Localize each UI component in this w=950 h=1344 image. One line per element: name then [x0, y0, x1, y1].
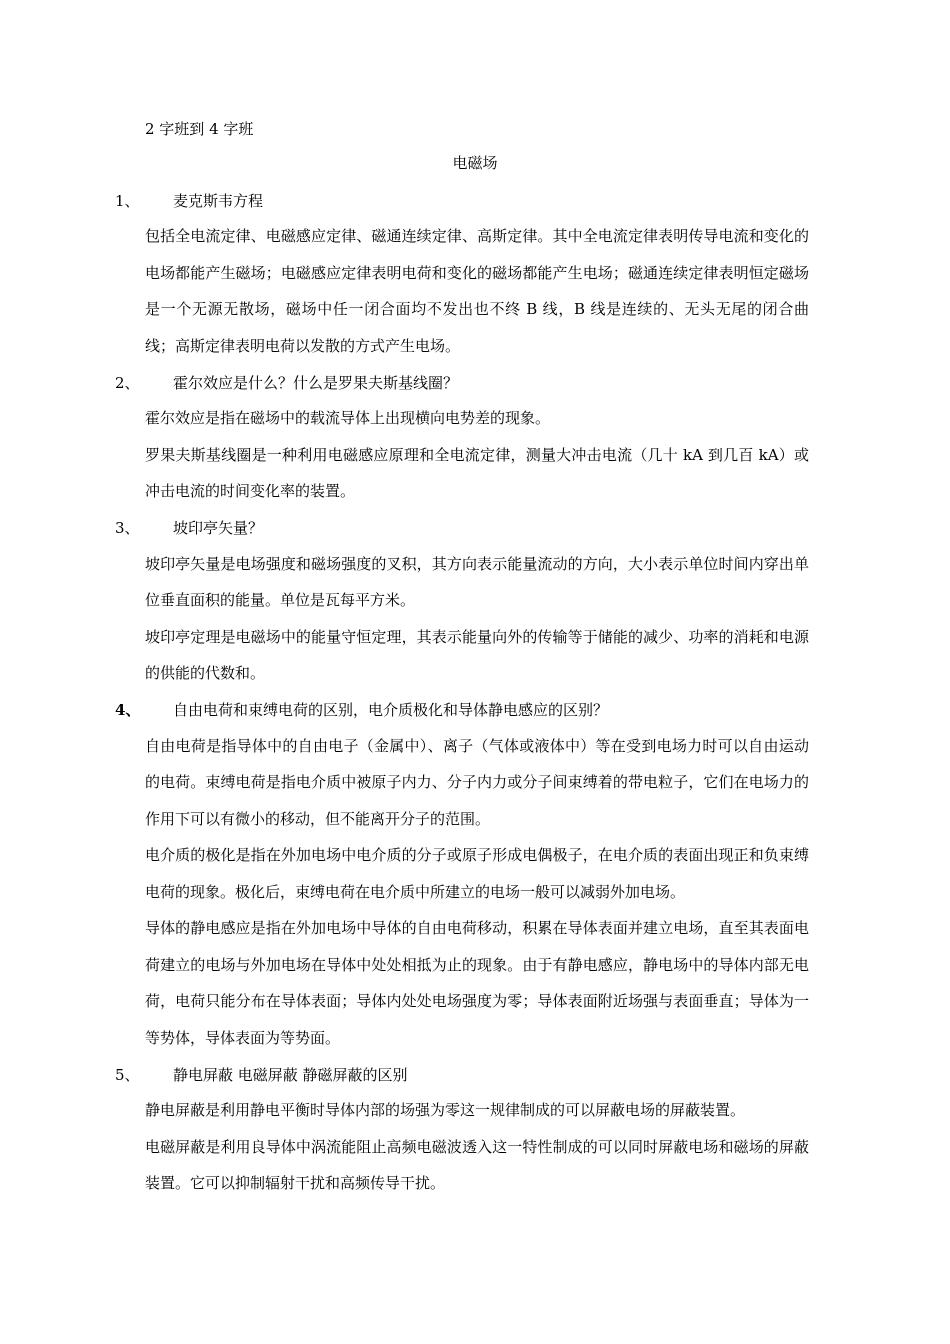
- question-row: [115, 364, 815, 400]
- question-row: [115, 692, 815, 728]
- question-row: [115, 182, 815, 218]
- question-text: 麦克斯韦方程: [173, 191, 264, 210]
- question-number: 5、: [115, 1065, 140, 1084]
- question-number: 1、: [115, 191, 140, 210]
- document-body: [115, 182, 815, 1202]
- question-text: 静电屏蔽 电磁屏蔽 静磁屏蔽的区别: [173, 1065, 408, 1084]
- answer-paragraph: 电磁屏蔽是利用良导体中涡流能阻止高频电磁波透入这一特性制成的可以同时屏蔽电场和磁场的屏蔽装置。它可以抑制辐射干扰和高频传导干扰。: [145, 1137, 809, 1192]
- answer-paragraph: 罗果夫斯基线圈是一种利用电磁感应原理和全电流定律，测量大冲击电流（几十 kA 到几百 kA）或冲击电流的时间变化率的装置。: [145, 445, 809, 500]
- document-subtitle: 2 字班到 4 字班: [145, 120, 254, 138]
- answer-paragraph: 电介质的极化是指在外加电场中电介质的分子或原子形成电偶极子，在电介质的表面出现正和负束缚电荷的现象。极化后，束缚电荷在电介质中所建立的电场一般可以减弱外加电场。: [145, 846, 809, 901]
- question-row: [115, 510, 815, 546]
- answer-paragraph: 包括全电流定律、电磁感应定律、磁通连续定律、高斯定律。其中全电流定律表明传导电流和变化的电场都能产生磁场；电磁感应定律表明电荷和变化的磁场都能产生电场；磁通连续定律表明恒定磁场是一个无源无散场，磁场中任一闭合面均不发出也不终 B 线，B 线是连续的、无头无尾的闭合曲线；高斯定律表明电荷以发散的方式产生电场。: [145, 227, 809, 355]
- question-number: 3、: [115, 519, 140, 537]
- answer-paragraph: 坡印亭定理是电磁场中的能量守恒定理，其表示能量向外的传输等于储能的减少、功率的消耗和电源的供能的代数和。: [145, 627, 809, 682]
- answer-paragraph: 自由电荷是指导体中的自由电子（金属中）、离子（气体或液体中）等在受到电场力时可以自由运动的电荷。束缚电荷是指电介质中被原子内力、分子内力或分子间束缚着的带电粒子，它们在电场力的作用下可以有微小的移动，但不能离开分子的范围。: [145, 736, 809, 828]
- question-number: 4、: [115, 701, 141, 719]
- document-title: 电磁场: [452, 154, 498, 172]
- question-text: 坡印亭矢量？: [173, 519, 264, 537]
- question-text: 霍尔效应是什么？什么是罗果夫斯基线圈？: [173, 373, 459, 392]
- answer-paragraph: 坡印亭矢量是电场强度和磁场强度的叉积，其方向表示能量流动的方向，大小表示单位时间内穿出单位垂直面积的能量。单位是瓦每平方米。: [145, 554, 809, 609]
- answer-paragraph: 霍尔效应是指在磁场中的载流导体上出现横向电势差的现象。: [145, 409, 551, 427]
- question-row: [115, 1056, 815, 1092]
- answer-paragraph: 导体的静电感应是指在外加电场中导体的自由电荷移动，积累在导体表面并建立电场，直至其表面电荷建立的电场与外加电场在导体中处处相抵为止的现象。由于有静电感应，静电场中的导体内部无电荷，电荷只能分布在导体表面；导体内处处电场强度为零；导体表面附近场强与表面垂直；导体为一等势体，导体表面为等势面。: [145, 919, 809, 1047]
- answer-paragraph: 静电屏蔽是利用静电平衡时导体内部的场强为零这一规律制成的可以屏蔽电场的屏蔽装置。: [145, 1101, 746, 1119]
- question-text: 自由电荷和束缚电荷的区别，电介质极化和导体静电感应的区别？: [173, 701, 609, 719]
- question-number: 2、: [115, 373, 140, 392]
